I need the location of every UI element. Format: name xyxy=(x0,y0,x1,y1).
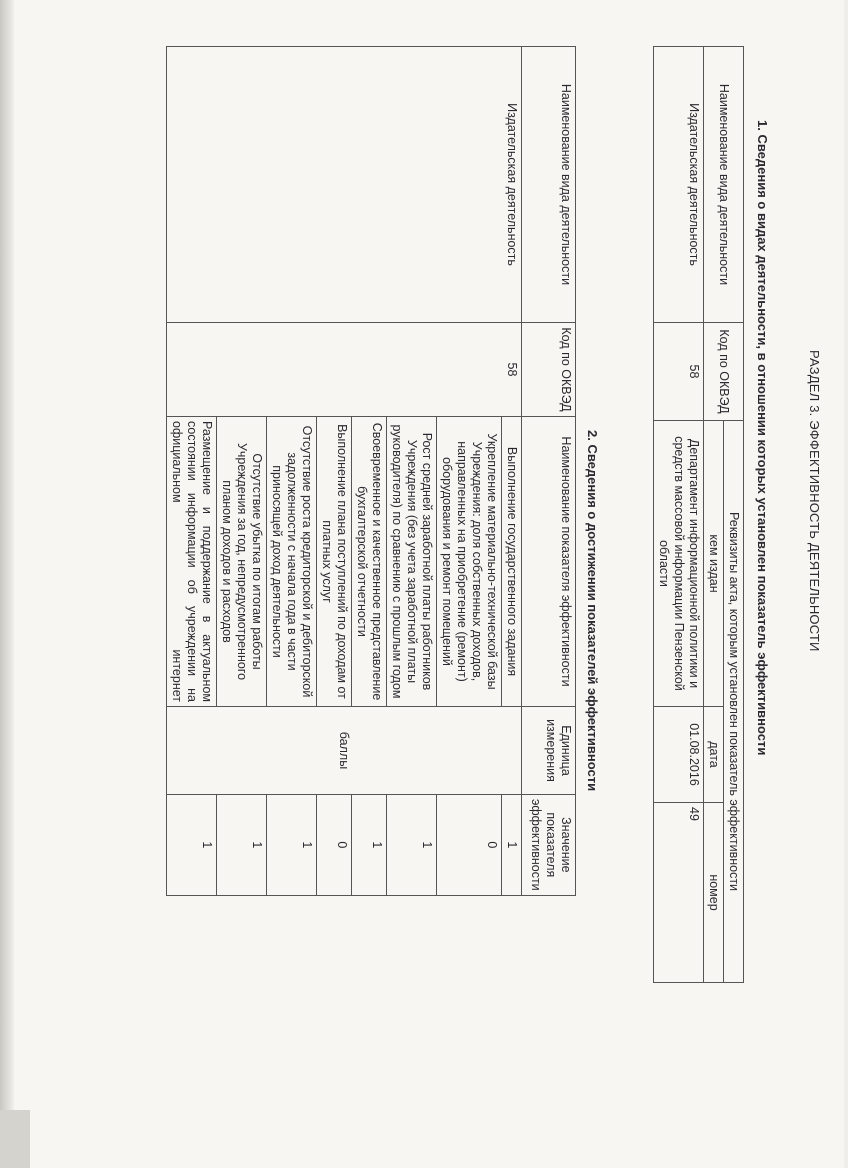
indicators-table xyxy=(166,46,576,896)
activities-table xyxy=(653,46,744,983)
header-okved: Код по ОКВЭД xyxy=(704,323,744,421)
indicator-value: 1 xyxy=(502,795,522,896)
row-activity: Издательская деятельность xyxy=(654,47,704,323)
header-activity: Наименование вида деятельности xyxy=(522,47,576,323)
indicator-name: Отсутствие убытка по итогам работы Учреждения за год, непредусмотренного планом доходов и расходов xyxy=(217,417,267,707)
okved-cell: 58 xyxy=(167,323,522,417)
header-indicator: Наименование показателя эффективности xyxy=(522,417,576,707)
indicator-value: 1 xyxy=(167,795,217,896)
indicator-name: Рост средней заработной платы работников Учреждения (без учета заработной платы руководителя) по сравнению с прошлым годом xyxy=(387,417,437,707)
row-number: 49 xyxy=(654,803,704,983)
indicator-name: Выполнение плана поступлений по доходам от платных услуг xyxy=(317,417,352,707)
row-issuer: Департамент информационной политики и средств массовой информации Пензенской области xyxy=(654,421,704,707)
indicator-name: Укрепление материально-технической базы Учреждения: доля собственных доходов, направленных на приобретение (ремонт) оборудования и ремонт помещений xyxy=(437,417,502,707)
indicator-value: 1 xyxy=(267,795,317,896)
activity-cell: Издательская деятельность xyxy=(167,47,522,323)
indicator-value: 1 xyxy=(352,795,387,896)
section-title: РАЗДЕЛ 3. ЭФФЕКТИВНОСТЬ ДЕЯТЕЛЬНОСТИ xyxy=(807,350,822,652)
indicator-name: Размещение и поддержание в актуальном состоянии информации об учреждении на официальном интернет xyxy=(167,417,217,707)
section2-heading: 2. Сведения о достижении показателей эффективности xyxy=(585,430,600,792)
rotated-document xyxy=(16,10,836,1150)
header-value: Значение показателя эффективности xyxy=(522,795,576,896)
header-activity: Наименование вида деятельности xyxy=(704,47,744,323)
row-okved: 58 xyxy=(654,323,704,421)
row-date: 01.08.2016 xyxy=(654,707,704,803)
header-act-details: Реквизиты акта, которым установлен показатель эффективности xyxy=(724,421,744,983)
indicator-name: Отсутствие роста кредиторской и дебиторской задолженности с начала года в части приносящей доход деятельности xyxy=(267,417,317,707)
header-date: дата xyxy=(704,707,724,803)
indicator-value: 0 xyxy=(437,795,502,896)
indicator-value: 1 xyxy=(387,795,437,896)
header-issuer: кем издан xyxy=(704,421,724,707)
header-number: номер xyxy=(704,803,724,983)
indicator-value: 0 xyxy=(317,795,352,896)
header-unit: Единица измерения xyxy=(522,707,576,795)
indicator-value: 1 xyxy=(217,795,267,896)
unit-cell: баллы xyxy=(167,707,522,795)
indicator-name: Выполнение государственного задания xyxy=(502,417,522,707)
section1-heading: 1. Сведения о видах деятельности, в отношении которых установлен показатель эффективности xyxy=(755,120,770,756)
indicator-name: Своевременное и качественное представление бухгалтерской отчетности xyxy=(352,417,387,707)
page-edge-shadow xyxy=(0,0,14,1168)
header-okved: Код по ОКВЭД xyxy=(522,323,576,417)
